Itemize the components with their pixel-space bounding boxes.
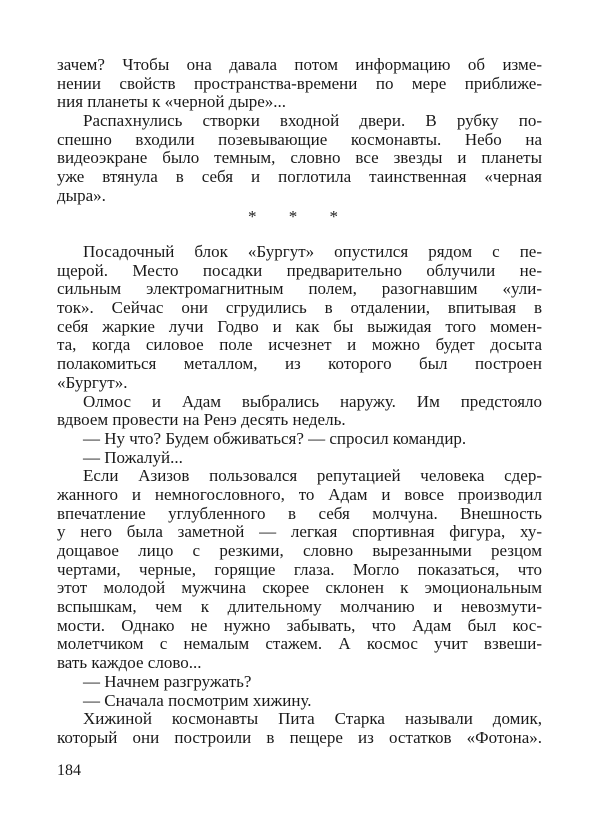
text-line: нении свойств пространства-времени по мере приближе- xyxy=(57,73,542,93)
text-line: Олмос и Адам выбрались наружу. Им предстояло xyxy=(83,391,542,411)
text-line: вдвоем провести на Ренэ десять недель. xyxy=(57,410,346,430)
text-line: «Бургут». xyxy=(57,372,128,392)
text-line: щерой. Место посадки предварительно облучили не- xyxy=(57,260,542,280)
text-line: жанного и немногословного, то Адам и вовсе производил xyxy=(57,484,542,504)
text-line: этот молодой мужчина скорее склонен к эмоциональным xyxy=(57,578,542,598)
text-line: вспышкам, чем к длительному молчанию и невозмути- xyxy=(57,597,542,617)
text-line: дощавое лицо с резкими, словно вырезанными резцом xyxy=(57,541,542,560)
text-line: та, когда силовое поле исчезнет и можно будет досыта xyxy=(57,335,542,355)
text-line: дыра». xyxy=(57,185,106,205)
text-line: Посадочный блок «Бургут» опустился рядом с пе- xyxy=(83,242,542,261)
text-line: спешно входили позевывающие космонавты. Небо на xyxy=(57,129,542,149)
text-line: сильным электромагнитным полем, разогнавшим «ули- xyxy=(57,279,542,299)
text-line: впечатление углубленного в себя молчуна. Внешность xyxy=(57,503,542,523)
text-line: — Пожалуй... xyxy=(83,447,183,467)
text-line: зачем? Чтобы она давала потом информацию об изме- xyxy=(57,55,542,74)
text-line: ния планеты к «черной дыре»... xyxy=(57,92,287,112)
text-line: чертами, черные, горящие глаза. Могло показаться, что xyxy=(57,559,542,579)
text-line: уже втянула в себя и поглотила таинственная «черная xyxy=(57,167,542,187)
section-separator: * * * xyxy=(248,207,352,226)
text-line: молетчиком с немалым стажем. А космос учит взвеши- xyxy=(57,634,542,654)
text-line: у него была заметной — легкая спортивная фигура, ху- xyxy=(57,522,542,542)
text-line: себя жаркие лучи Годво и как бы выжидая того момен- xyxy=(57,316,542,336)
text-line: который они построили в пещере из остатков «Фотона». xyxy=(57,727,542,747)
text-line: полакомиться металлом, из которого был построен xyxy=(57,354,542,374)
text-line: — Начнем разгружать? xyxy=(83,671,252,691)
text-line: видеоэкране было темным, словно все звезды и планеты xyxy=(57,148,542,168)
text-block-top xyxy=(57,56,542,206)
text-line: ток». Сейчас они сгрудились в отдалении, впитывая в xyxy=(57,298,542,318)
text-block-main xyxy=(57,243,542,748)
text-line: Если Азизов пользовался репутацией человека сдер- xyxy=(83,466,542,486)
text-line: мости. Однако не нужно забывать, что Адам был кос- xyxy=(57,615,542,635)
text-line: — Ну что? Будем обживаться? — спросил командир. xyxy=(83,428,467,448)
text-line: — Сначала посмотрим хижину. xyxy=(83,690,312,710)
text-line: вать каждое слово... xyxy=(57,653,202,673)
page-number: 184 xyxy=(57,762,81,779)
text-line: Распахнулись створки входной двери. В рубку по- xyxy=(83,111,542,131)
text-line: Хижиной космонавты Пита Старка называли домик, xyxy=(83,709,542,729)
